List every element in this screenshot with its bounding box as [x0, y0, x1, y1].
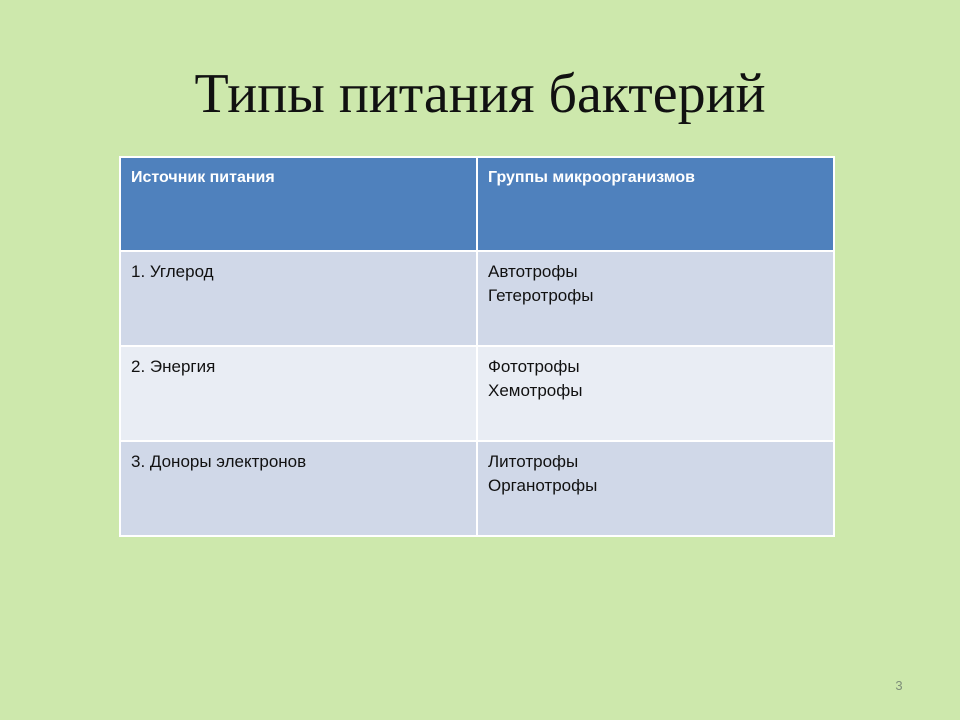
page-number: 3	[895, 678, 903, 693]
slide-title: Типы питания бактерий	[194, 63, 766, 125]
source-label: 3. Доноры электронов	[131, 452, 307, 471]
group-label: Органотрофы	[488, 476, 598, 495]
cell-groups	[477, 346, 834, 441]
cell-groups	[477, 251, 834, 346]
group-label: Автотрофы	[488, 262, 578, 281]
cell-source	[120, 441, 477, 536]
cell-source	[120, 251, 477, 346]
group-label: Литотрофы	[488, 452, 579, 471]
group-label: Гетеротрофы	[488, 286, 594, 305]
group-label: Хемотрофы	[488, 381, 583, 400]
source-label: 2. Энергия	[131, 357, 216, 376]
header-source: Источник питания	[120, 157, 477, 251]
table-row	[120, 346, 834, 441]
cell-source	[120, 346, 477, 441]
table-row	[120, 251, 834, 346]
group-label: Фототрофы	[488, 357, 580, 376]
cell-groups	[477, 441, 834, 536]
table-row	[120, 441, 834, 536]
table-header-row	[120, 157, 834, 251]
header-groups: Группы микроорганизмов	[477, 157, 834, 251]
nutrition-types-table	[119, 156, 833, 533]
source-label: 1. Углерод	[131, 262, 214, 281]
